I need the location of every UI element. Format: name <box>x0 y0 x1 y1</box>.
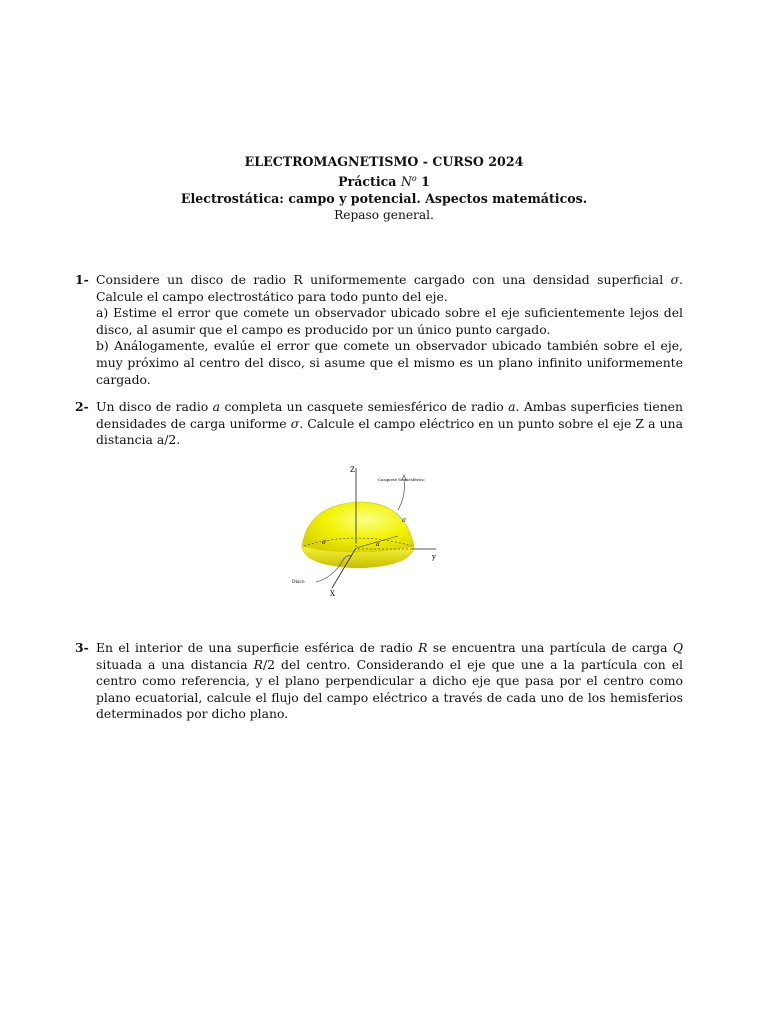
y-label: y <box>432 553 436 561</box>
disc-sigma: σ <box>322 539 327 546</box>
disc-label: Disco <box>292 580 305 585</box>
problem-number: 1- <box>75 272 89 287</box>
hemisphere-diagram <box>286 460 454 600</box>
problem-text: En el interior de una superficie esférica de radio R se encuentra una partícula de carga Q situada a una distancia R/2 del centro. Considerando el eje que une a la partícula con el centro como referencia, y el plano perpendicular a dicho eje que pasa por el centro como plano ecuatorial, calcule el flujo del campo eléctrico a través de cada uno de los hemisferios determinados por dicho plano. <box>96 640 683 722</box>
problem-text: Un disco de radio a completa un casquete semiesférico de radio a. Ambas superficies tienen densidades de carga uniforme σ. Calcule el campo eléctrico en un punto sobre el eje Z a una distancia a/2. <box>96 399 683 448</box>
topic-title: Electrostática: campo y potencial. Aspectos matemáticos. <box>180 191 588 207</box>
problem-1-part-a: a) Estime el error que comete un observador ubicado sobre el eje suficientemente lejos del disco, al asumir que el campo es producido por un único punto cargado. <box>96 305 683 337</box>
problem-text: Considere un disco de radio R uniformemente cargado con una densidad superficial σ. Calcule el campo electrostático para todo punto del eje. a) Estime el error que comete un observador ubicado sobre el eje suficientemente lejos del disco, al asumir que el campo es producido por un único punto cargado. b) Análogamente, evalúe el error que comete un observador ubicado también sobre el eje, muy próximo al centro del disco, si asume que el mismo es un plano infinito uniformemente cargado. <box>96 272 683 387</box>
radius-a-label: a <box>376 541 380 548</box>
hemisphere-cap <box>302 502 414 552</box>
cap-arrow <box>398 480 404 510</box>
document-header <box>0 153 768 224</box>
course-title: ELECTROMAGNETISMO - CURSO 2024 <box>244 154 524 169</box>
z-label: Z <box>350 466 355 474</box>
hemisphere-figure <box>286 460 454 600</box>
x-label: X <box>330 590 335 598</box>
review-subtitle: Repaso general. <box>334 208 434 223</box>
problem-1 <box>75 272 683 388</box>
practice-number: Práctica $N^o$ 1 <box>338 174 430 190</box>
cap-sigma: σ <box>402 517 407 524</box>
problem-number: 2- <box>75 399 89 414</box>
problem-1-part-b: b) Análogamente, evalúe el error que comete un observador ubicado también sobre el eje, muy próximo al centro del disco, si asume que el mismo es un plano infinito uniformemente cargado. <box>96 338 683 387</box>
cap-label: Casquete Semiesférico <box>378 477 425 482</box>
problem-2 <box>75 399 683 449</box>
problem-number: 3- <box>75 640 89 655</box>
problem-3 <box>75 640 683 723</box>
